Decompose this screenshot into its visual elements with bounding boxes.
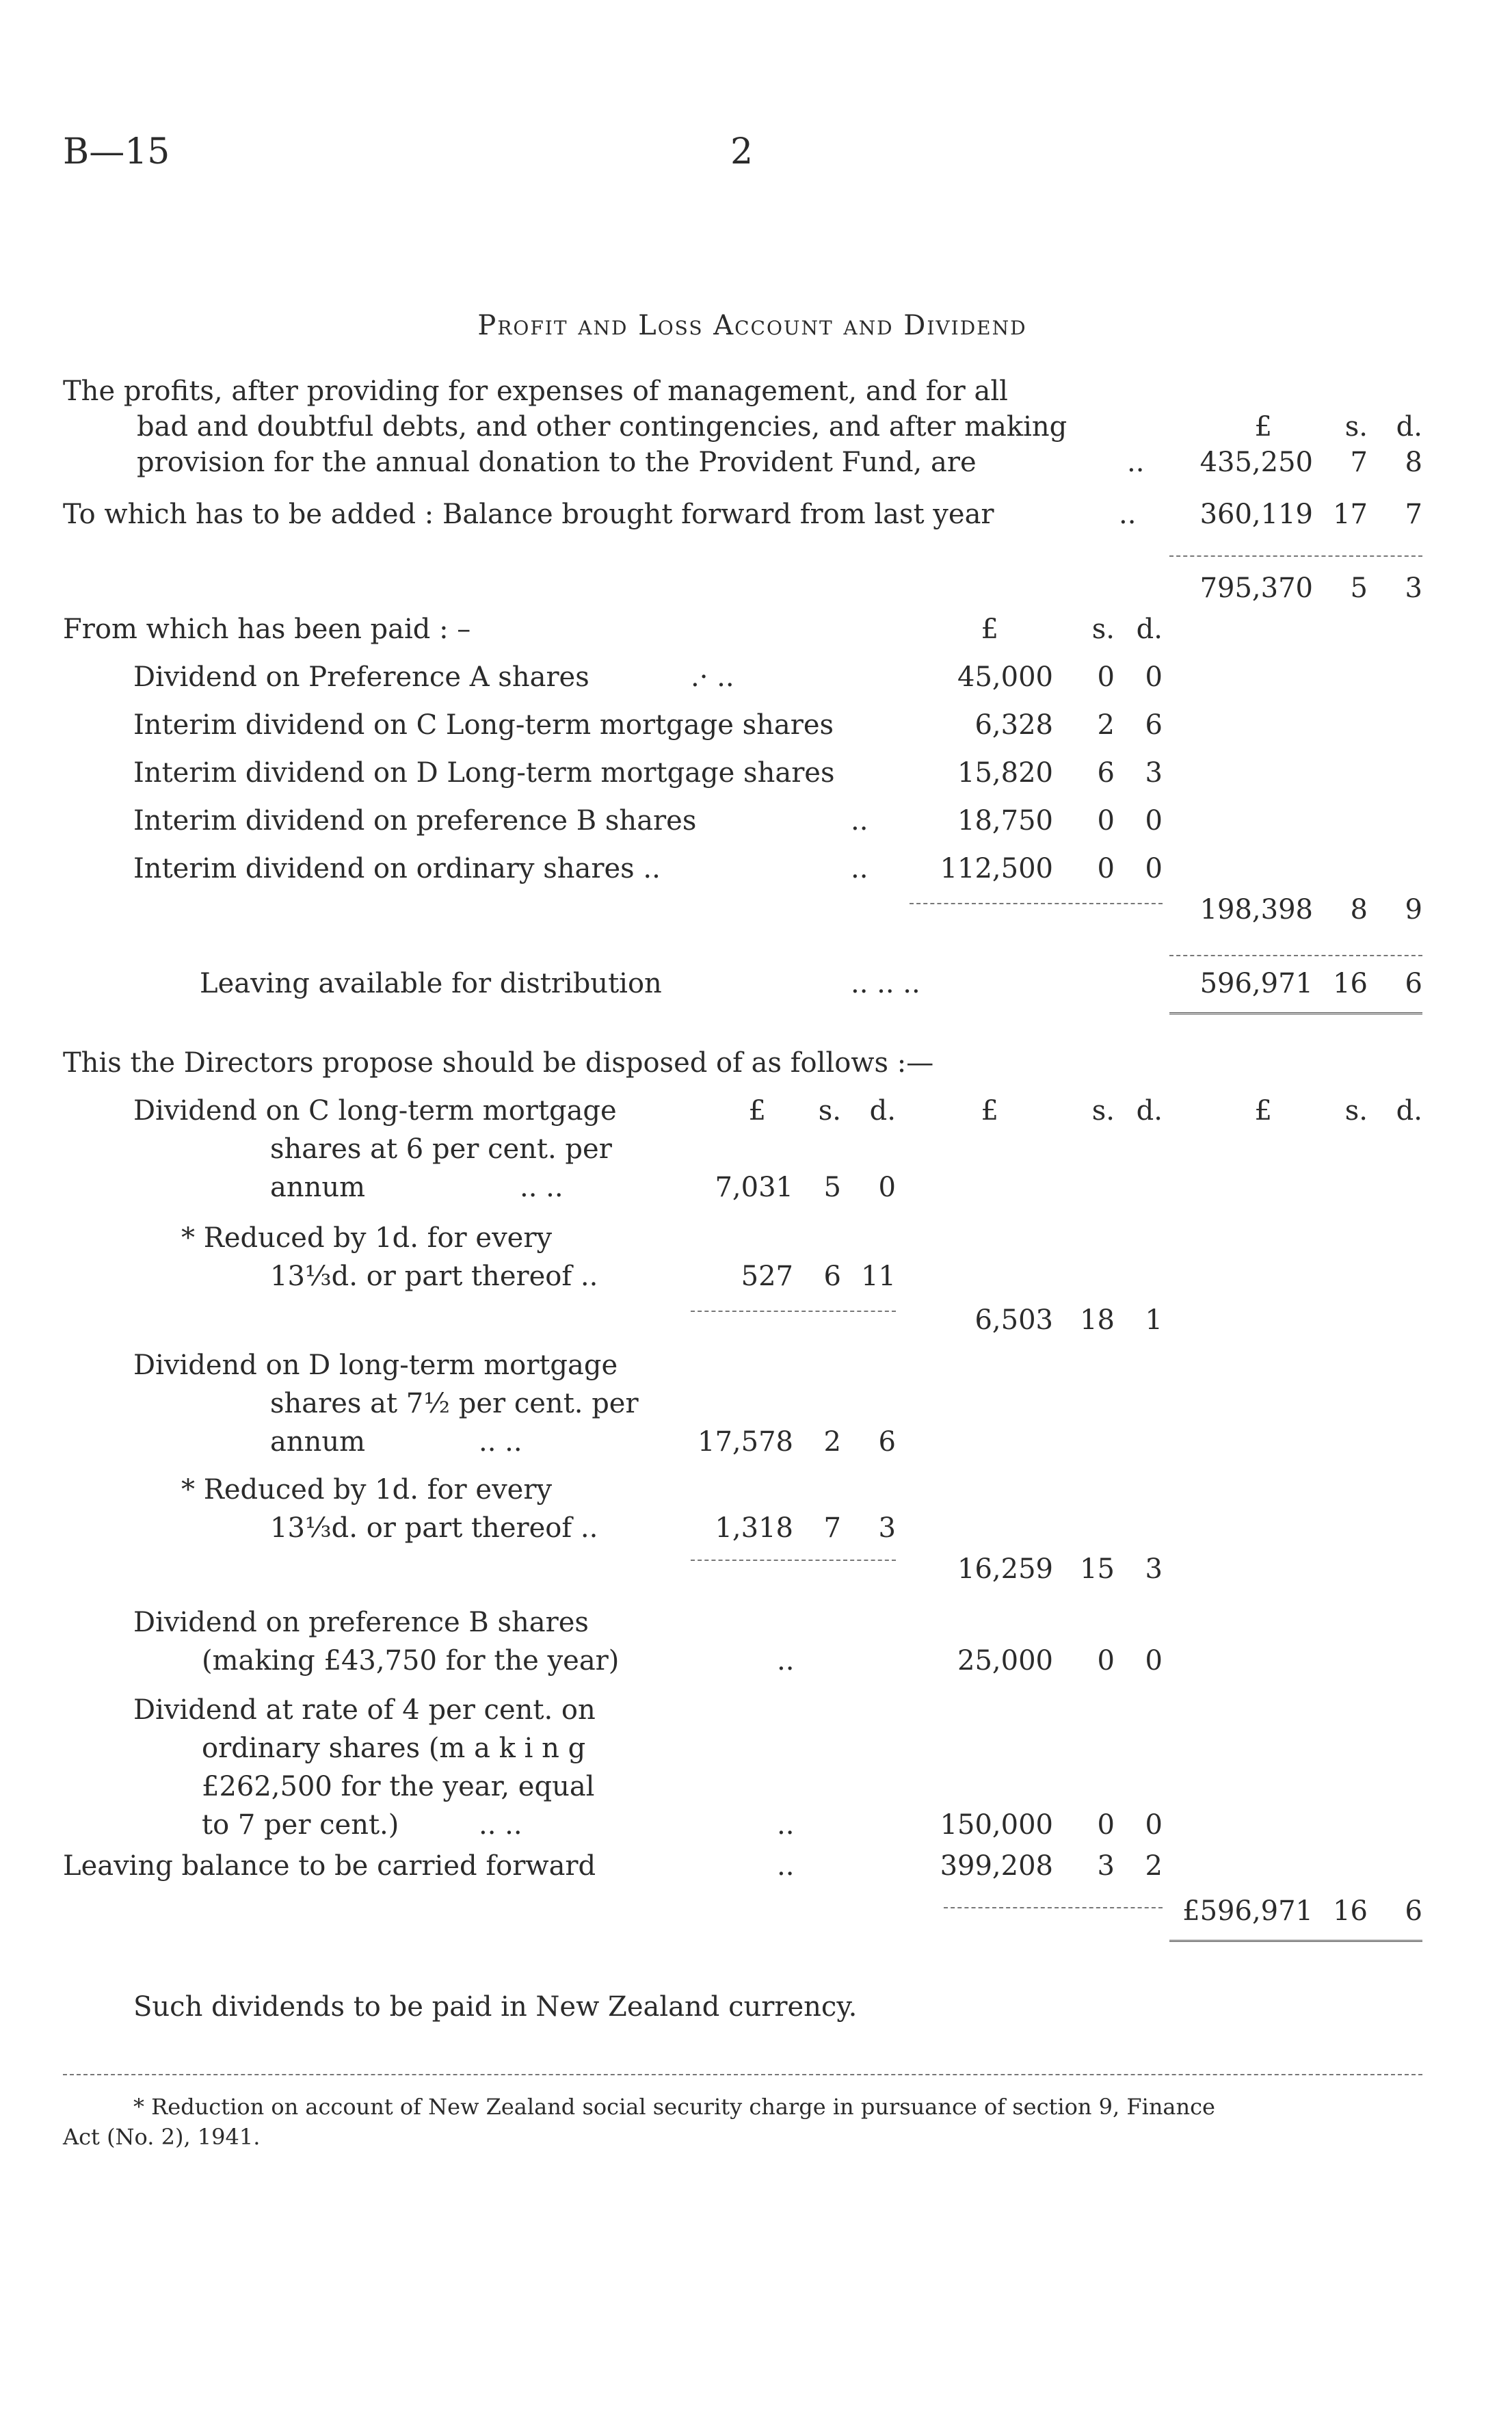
c-div-line-3: annum xyxy=(270,1172,366,1203)
c-red-pence: 11 xyxy=(861,1261,896,1292)
d-net-pence: 3 xyxy=(1145,1553,1163,1585)
d-red-line-2: 13⅓d. or part thereof .. xyxy=(270,1512,598,1544)
paid-item-label: Interim dividend on ordinary shares .. xyxy=(133,853,661,884)
footnote-line-1: * Reduction on account of New Zealand social security charge in pursuance of section 9, Finance xyxy=(133,2094,1215,2120)
prop-col1-s: s. xyxy=(818,1095,841,1127)
carried-pounds: 399,208 xyxy=(940,1850,1053,1882)
currency-note: Such dividends to be paid in New Zealand currency. xyxy=(133,1991,858,2023)
d-div-line-3: annum xyxy=(270,1426,366,1458)
carried-pence: 2 xyxy=(1145,1850,1163,1882)
ord-div-dots-4: .. .. xyxy=(479,1809,522,1841)
paid-subtotal-pounds: 198,398 xyxy=(1199,894,1313,925)
c-div-dots: .. .. xyxy=(520,1172,563,1203)
c-net-pence: 1 xyxy=(1145,1304,1163,1336)
c-div-pounds: 7,031 xyxy=(715,1172,793,1203)
d-red-line-1: * Reduced by 1d. for every xyxy=(181,1474,553,1506)
footnote-divider xyxy=(63,2074,1422,2075)
ord-div-line-1: Dividend at rate of 4 per cent. on xyxy=(133,1694,596,1726)
d-div-line-1: Dividend on D long-term mortgage xyxy=(133,1350,618,1381)
d-div-shillings: 2 xyxy=(823,1426,841,1458)
c-net-pounds: 6,503 xyxy=(974,1304,1053,1336)
paid-item-pence: 0 xyxy=(1145,853,1163,884)
d-net-rule xyxy=(691,1560,896,1561)
c-red-shillings: 6 xyxy=(823,1261,841,1292)
paid-col-d: d. xyxy=(1136,614,1163,645)
d-net-shillings: 15 xyxy=(1080,1553,1115,1585)
c-net-rule xyxy=(691,1311,896,1312)
ord-div-pence: 0 xyxy=(1145,1809,1163,1841)
proposal-label: This the Directors propose should be disposed of as follows :— xyxy=(63,1047,934,1079)
paid-item-dots: .· .. xyxy=(691,661,734,693)
paid-item-pence: 0 xyxy=(1145,805,1163,837)
paid-item-label: Interim dividend on preference B shares xyxy=(133,805,697,837)
ord-div-line-3: £262,500 for the year, equal xyxy=(202,1771,595,1802)
ord-div-shillings: 0 xyxy=(1097,1809,1115,1841)
prop-col3-s: s. xyxy=(1344,1095,1368,1127)
total-pounds: 795,370 xyxy=(1199,573,1313,604)
b-div-shillings: 0 xyxy=(1097,1645,1115,1677)
paid-col-pound: £ xyxy=(981,614,998,645)
ord-div-dots: .. xyxy=(777,1809,795,1841)
paid-subtotal-shillings: 8 xyxy=(1350,894,1368,925)
col-pound-header: £ xyxy=(1254,411,1272,443)
profit-shillings: 7 xyxy=(1350,447,1368,478)
intro-line-3: provision for the annual donation to the Provident Fund, are xyxy=(137,447,977,478)
available-shillings: 16 xyxy=(1333,968,1368,999)
c-div-shillings: 5 xyxy=(823,1172,841,1203)
paid-item-shillings: 0 xyxy=(1097,853,1115,884)
paid-item-shillings: 0 xyxy=(1097,805,1115,837)
b-div-line-1: Dividend on preference B shares xyxy=(133,1607,589,1638)
c-net-shillings: 18 xyxy=(1080,1304,1115,1336)
d-net-pounds: 16,259 xyxy=(957,1553,1053,1585)
available-dots: .. .. .. xyxy=(851,968,920,999)
c-red-line-1: * Reduced by 1d. for every xyxy=(181,1222,553,1254)
ord-div-pounds: 150,000 xyxy=(940,1809,1053,1841)
paid-item-label: Dividend on Preference A shares xyxy=(133,661,589,693)
paid-item-pounds: 18,750 xyxy=(957,805,1053,837)
balance-forward-pence: 7 xyxy=(1405,499,1422,530)
c-div-line-2: shares at 6 per cent. per xyxy=(270,1133,612,1165)
prop-col2-s: s. xyxy=(1091,1095,1115,1127)
ord-div-line-4: to 7 per cent.) xyxy=(202,1809,399,1841)
prop-col2-pound: £ xyxy=(981,1095,998,1127)
b-div-pence: 0 xyxy=(1145,1645,1163,1677)
balance-forward-pounds: 360,119 xyxy=(1199,499,1313,530)
col-d-header: d. xyxy=(1396,411,1422,443)
b-div-dots: .. xyxy=(777,1645,795,1677)
grand-rule xyxy=(944,1907,1163,1908)
paid-item-pounds: 6,328 xyxy=(974,709,1053,741)
d-red-shillings: 7 xyxy=(823,1512,841,1544)
total-shillings: 5 xyxy=(1350,573,1368,604)
grand-total-pounds: £596,971 xyxy=(1182,1895,1313,1927)
carried-label: Leaving balance to be carried forward xyxy=(63,1850,596,1882)
grand-total-pence: 6 xyxy=(1405,1895,1422,1927)
page-number: 2 xyxy=(730,131,754,172)
paid-item-label: Interim dividend on D Long-term mortgage shares xyxy=(133,757,835,789)
prop-col1-pound: £ xyxy=(748,1095,766,1127)
paid-subtotal-pence: 9 xyxy=(1405,894,1422,925)
paid-item-pence: 3 xyxy=(1145,757,1163,789)
d-div-pounds: 17,578 xyxy=(698,1426,793,1458)
balance-forward-dots: .. xyxy=(1119,499,1137,530)
available-double-rule xyxy=(1169,1012,1422,1017)
available-rule xyxy=(1169,955,1422,956)
d-red-pence: 3 xyxy=(878,1512,896,1544)
b-div-line-2: (making £43,750 for the year) xyxy=(202,1645,620,1677)
paid-subtotal-rule xyxy=(910,903,1163,904)
paid-col-s: s. xyxy=(1091,614,1115,645)
total-pence: 3 xyxy=(1405,573,1422,604)
prop-col3-pound: £ xyxy=(1254,1095,1272,1127)
c-div-line-1: Dividend on C long-term mortgage xyxy=(133,1095,617,1127)
paid-item-dots: .. xyxy=(851,853,868,884)
grand-total-shillings: 16 xyxy=(1333,1895,1368,1927)
carried-dots: .. xyxy=(777,1850,795,1882)
grand-double-rule xyxy=(1169,1940,1422,1945)
c-red-pounds: 527 xyxy=(741,1261,793,1292)
carried-shillings: 3 xyxy=(1097,1850,1115,1882)
d-div-dots: .. .. xyxy=(479,1426,522,1458)
paid-item-shillings: 0 xyxy=(1097,661,1115,693)
ord-div-line-2: ordinary shares (m a k i n g xyxy=(202,1733,586,1764)
section-title: Profit and Loss Account and Dividend xyxy=(477,310,1027,341)
d-red-pounds: 1,318 xyxy=(715,1512,793,1544)
paid-item-dots: .. xyxy=(851,805,868,837)
paid-item-pounds: 45,000 xyxy=(957,661,1053,693)
total-rule xyxy=(1169,555,1422,557)
col-s-header: s. xyxy=(1344,411,1368,443)
document-code: B—15 xyxy=(63,131,170,172)
paid-label: From which has been paid : – xyxy=(63,614,471,645)
c-div-pence: 0 xyxy=(878,1172,896,1203)
b-div-pounds: 25,000 xyxy=(957,1645,1053,1677)
footnote-line-2: Act (No. 2), 1941. xyxy=(63,2124,261,2150)
intro-line-1: The profits, after providing for expenses of management, and for all xyxy=(63,376,1008,407)
prop-col3-d: d. xyxy=(1396,1095,1422,1127)
available-label: Leaving available for distribution xyxy=(200,968,662,999)
paid-item-shillings: 2 xyxy=(1097,709,1115,741)
intro-line-2: bad and doubtful debts, and other contingencies, and after making xyxy=(137,411,1067,443)
balance-forward-shillings: 17 xyxy=(1333,499,1368,530)
c-red-line-2: 13⅓d. or part thereof .. xyxy=(270,1261,598,1292)
paid-item-pounds: 112,500 xyxy=(940,853,1053,884)
prop-col2-d: d. xyxy=(1136,1095,1163,1127)
available-pounds: 596,971 xyxy=(1199,968,1313,999)
paid-item-pence: 6 xyxy=(1145,709,1163,741)
profit-pence: 8 xyxy=(1405,447,1422,478)
d-div-pence: 6 xyxy=(878,1426,896,1458)
intro-dots: .. xyxy=(1127,447,1145,478)
prop-col1-d: d. xyxy=(869,1095,896,1127)
paid-item-shillings: 6 xyxy=(1097,757,1115,789)
paid-item-pence: 0 xyxy=(1145,661,1163,693)
paid-item-pounds: 15,820 xyxy=(957,757,1053,789)
balance-forward-label: To which has to be added : Balance brought forward from last year xyxy=(63,499,994,530)
paid-item-label: Interim dividend on C Long-term mortgage shares xyxy=(133,709,834,741)
profit-pounds: 435,250 xyxy=(1199,447,1313,478)
available-pence: 6 xyxy=(1405,968,1422,999)
d-div-line-2: shares at 7½ per cent. per xyxy=(270,1388,639,1419)
